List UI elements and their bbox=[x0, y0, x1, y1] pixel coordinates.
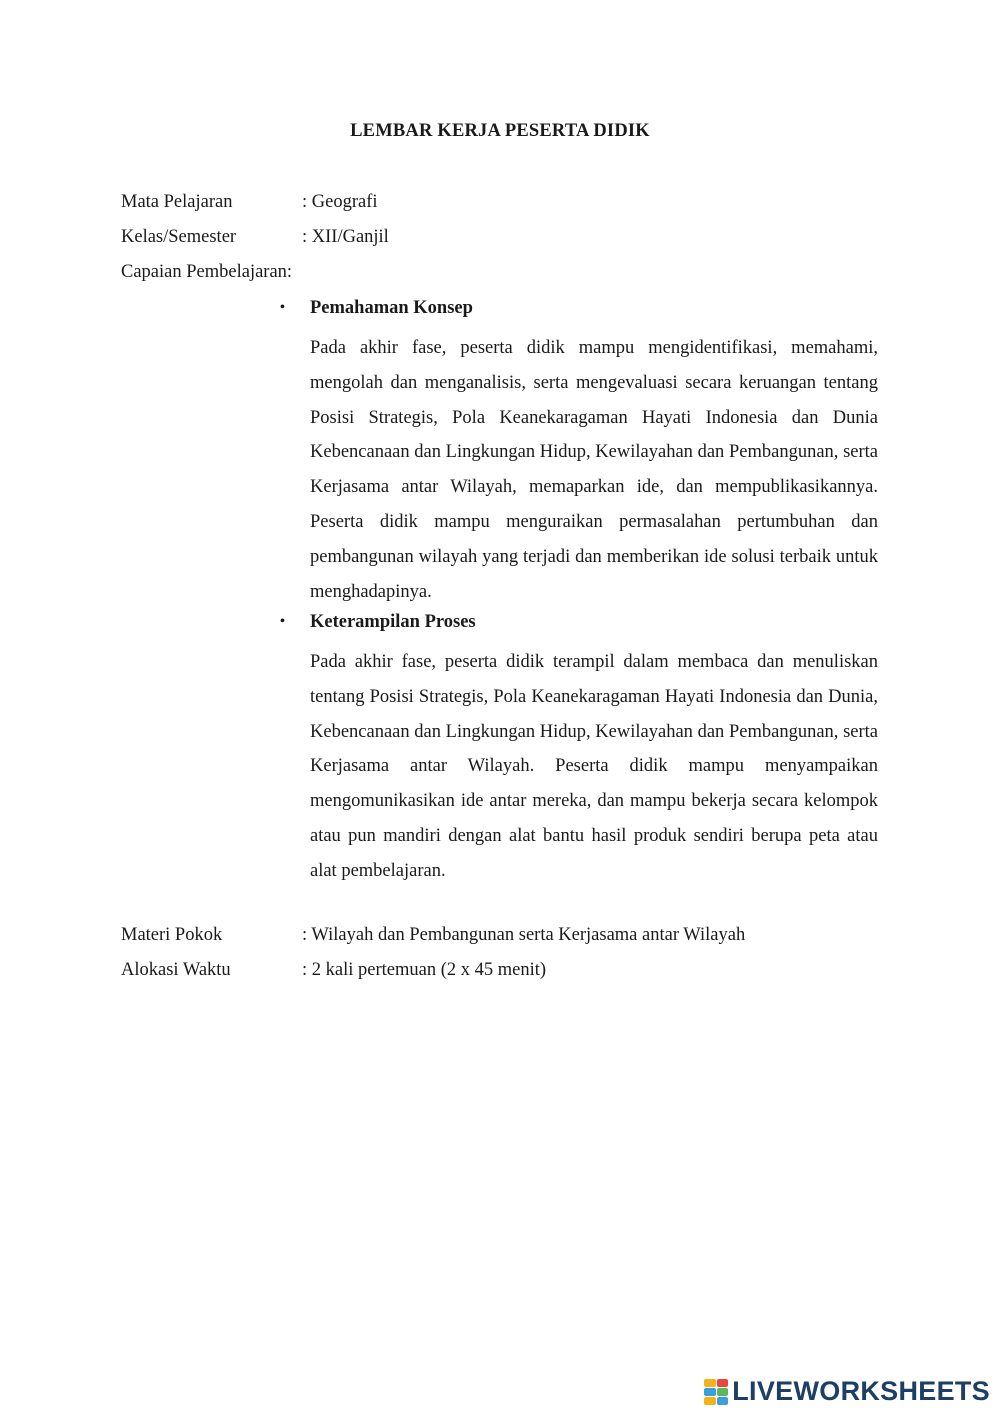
logo-block bbox=[717, 1379, 729, 1387]
alokasi-waktu-value: : 2 kali pertemuan (2 x 45 menit) bbox=[302, 960, 547, 980]
liveworksheets-text: LIVEWORKSHEETS bbox=[732, 1376, 990, 1406]
bullet-icon: • bbox=[280, 614, 285, 629]
kelas-semester-value: : XII/Ganjil bbox=[302, 227, 389, 247]
section-paragraph: Pada akhir fase, peserta didik mampu mengidentifikasi, memahami, mengolah dan menganalisis, serta mengevaluasi secara keruangan tentang Posisi Strategis, Pola Keanekaragaman Hayati Indonesia dan Dunia Kebencanaan dan Lingkungan Hidup, Kewilayahan dan Pembangunan, serta Kerjasama antar Wilayah, memaparkan ide, dan mempublikasikannya. Peserta didik mampu menguraikan permasalahan pertumbuhan dan pembangunan wilayah yang terjadi dan memberikan ide solusi terbaik untuk menghadapinya. bbox=[310, 338, 878, 602]
alokasi-waktu-label: Alokasi Waktu bbox=[121, 960, 231, 980]
mata-pelajaran-value: : Geografi bbox=[302, 192, 378, 212]
logo-block bbox=[704, 1379, 716, 1387]
logo-block bbox=[717, 1397, 729, 1405]
bullet-icon: • bbox=[280, 300, 285, 315]
info-row-alokasi-waktu bbox=[121, 958, 546, 982]
page-title: LEMBAR KERJA PESERTA DIDIK bbox=[350, 121, 650, 141]
materi-pokok-label: Materi Pokok bbox=[121, 925, 223, 945]
section-title: Keterampilan Proses bbox=[310, 612, 476, 632]
capaian-pembelajaran-label: Capaian Pembelajaran bbox=[121, 262, 287, 282]
section-pemahaman-konsep bbox=[280, 296, 878, 609]
section-keterampilan-proses bbox=[280, 610, 878, 889]
liveworksheets-logo-icon bbox=[704, 1379, 728, 1405]
logo-block bbox=[717, 1388, 729, 1396]
mata-pelajaran-label: Mata Pelajaran bbox=[121, 192, 233, 212]
info-row-materi-pokok bbox=[121, 923, 745, 947]
section-heading bbox=[280, 610, 878, 634]
info-row-mata-pelajaran bbox=[121, 190, 378, 214]
section-paragraph: Pada akhir fase, peserta didik terampil dalam membaca dan menuliskan tentang Posisi Strategis, Pola Keanekaragaman Hayati Indonesia dan Dunia, Kebencanaan dan Lingkungan Hidup, Kewilayahan dan Pembangunan, serta Kerjasama antar Wilayah. Peserta didik mampu menyampaikan mengomunikasikan ide antar mereka, dan mampu bekerja secara kelompok atau pun mandiri dengan alat bantu hasil produk sendiri berupa peta atau alat pembelajaran. bbox=[310, 652, 878, 881]
section-heading bbox=[280, 296, 878, 320]
materi-pokok-value: : Wilayah dan Pembangunan serta Kerjasama antar Wilayah bbox=[302, 925, 746, 945]
section-title: Pemahaman Konsep bbox=[310, 298, 473, 318]
info-row-capaian-pembelajaran bbox=[121, 260, 292, 284]
liveworksheets-watermark bbox=[704, 1376, 990, 1407]
logo-block bbox=[704, 1397, 716, 1405]
info-row-kelas-semester bbox=[121, 225, 389, 249]
logo-block bbox=[704, 1388, 716, 1396]
capaian-pembelajaran-colon: : bbox=[286, 262, 293, 282]
kelas-semester-label: Kelas/Semester bbox=[121, 227, 237, 247]
